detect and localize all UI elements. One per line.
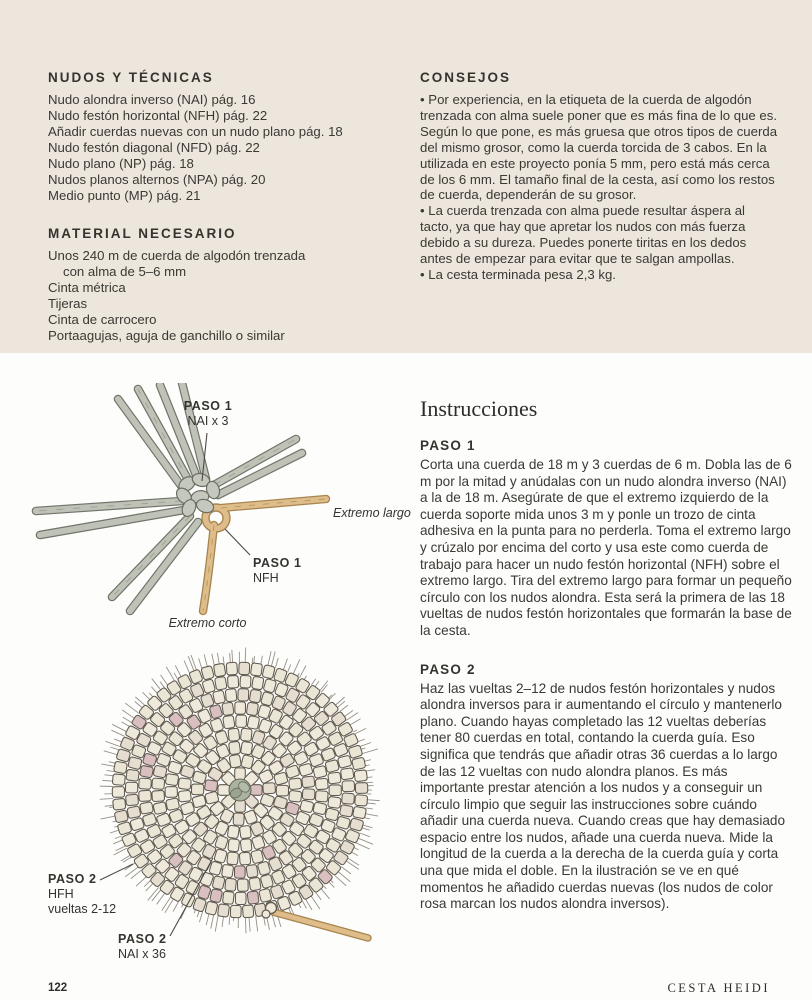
- list-item: Nudo festón horizontal (NFH) pág. 22: [48, 108, 268, 123]
- knots-and-materials-column: [48, 70, 403, 344]
- mat-diagram-label-rounds: PASO 2 HFH vueltas 2-12: [48, 872, 117, 916]
- list-item: Cinta de carrocero: [48, 312, 157, 327]
- list-item: Tijeras: [48, 296, 88, 311]
- step-1-label: PASO 1: [420, 438, 476, 453]
- tips-section-heading: CONSEJOS: [420, 70, 512, 85]
- list-item: Nudo alondra inverso (NAI) pág. 16: [48, 92, 256, 107]
- step-2-text: Haz las vueltas 2–12 de nudos festón horizontales y nudos alondra inversos para ir aumentando el círculo y mantenerlo plano. Cuando hayas completado las 12 vueltas deberías tener 80 cuerdas en total, contando la cuerda guía. Eso significa que tendrás que añadir otras 36 cuerdas a lo largo de las 12 vueltas con nudo alondra planos. Es más importante prestar atención a los nudos y a conseguir un círculo limpio que seguir las instrucciones sobre cuándo añadir una cuerda nueva. Cuando creas que hay demasiado espacio entre los nudos, añade una cuerda nueva. Mide la longitud de la cuerda a la derecha de la cuerda guía y corta una que mida el doble. En la ilustración se ve en qué momentos he añadido cuerdas nuevas (los nudos de color rosa marcan los nudos alondra inversos).: [420, 680, 786, 912]
- tip-paragraph: • La cuerda trenzada con alma puede resultar áspera al tacto, ya que hay que apretar los nudos con más fuerza debido a su dureza. Puedes ponerte tiritas en los dedos antes de empezar para evitar que te salgan ampollas.: [420, 203, 747, 267]
- page-number: 122: [48, 982, 68, 994]
- materials-section-heading: MATERIAL NECESARIO: [48, 226, 237, 241]
- instructions-heading: Instrucciones: [420, 396, 538, 421]
- list-item: Nudos planos alternos (NPA) pág. 20: [48, 172, 266, 187]
- step-1-text: Corta una cuerda de 18 m y 3 cuerdas de 6 m. Dobla las de 6 m por la mitad y anúdalas con un nudo alondra inverso (NAI) a la de 18 m. Asegúrate de que el extremo izquierdo de la cuerda soporte mida unos 3 m y ponle un trozo de cinta adhesiva en la punta para no perderla. Toma el extremo largo y crúzalo por encima del corto y usa este como cuerda de trabajo para hacer un nudo festón horizontal (NFH) sobre el extremo largo. Tira del extremo largo para formar un pequeño círculo con los nudos alondra. Esta será la primera de las 18 vueltas de nudos festón horizontales que formarán la base de la cesta.: [420, 457, 792, 638]
- knots-section-heading: NUDOS Y TÉCNICAS: [48, 70, 214, 85]
- mat-diagram-illustration: [70, 642, 420, 960]
- list-item: Nudo plano (NP) pág. 18: [48, 156, 194, 171]
- tips-column: [420, 70, 778, 283]
- knot-diagram-label-nfh: PASO 1 NFH: [253, 556, 302, 585]
- materials-list: [48, 248, 403, 344]
- knot-diagram-label-long-end: Extremo largo: [333, 506, 411, 520]
- list-item: Portaagujas, aguja de ganchillo o similar: [48, 328, 285, 343]
- tip-paragraph: • La cesta terminada pesa 2,3 kg.: [420, 266, 616, 282]
- list-item: Añadir cuerdas nuevas con un nudo plano pág. 18: [48, 124, 343, 139]
- list-item: con alma de 5–6 mm: [63, 264, 187, 279]
- mat-diagram-label-nai: PASO 2 NAI x 36: [118, 932, 167, 961]
- list-item: Medio punto (MP) pág. 21: [48, 188, 201, 203]
- tip-paragraph: • Por experiencia, en la etiqueta de la cuerda de algodón trenzada con alma suele poner que es más fina de lo que es. Según lo que pone, es más gruesa que otros tipos de cuerda del mismo grosor, como la cuerda torcida de 3 cabos. En la utilizada en este proyecto ponía 5 mm, pero está más cerca de los 6 mm. El tamaño final de la cesta, así como los restos de cuerda, dependerán de su grosor.: [420, 92, 778, 203]
- knots-list: [48, 92, 403, 204]
- list-item: Nudo festón diagonal (NFD) pág. 22: [48, 140, 260, 155]
- running-title: CESTA HEIDI: [667, 981, 770, 995]
- step-2-label: PASO 2: [420, 661, 476, 677]
- knot-diagram-label-short-end: Extremo corto: [168, 616, 247, 630]
- instructions-column: [420, 396, 792, 913]
- list-item: Cinta métrica: [48, 280, 126, 295]
- knot-diagram-label-nai: PASO 1 NAI x 3: [183, 399, 233, 428]
- list-item: Unos 240 m de cuerda de algodón trenzada: [48, 248, 306, 263]
